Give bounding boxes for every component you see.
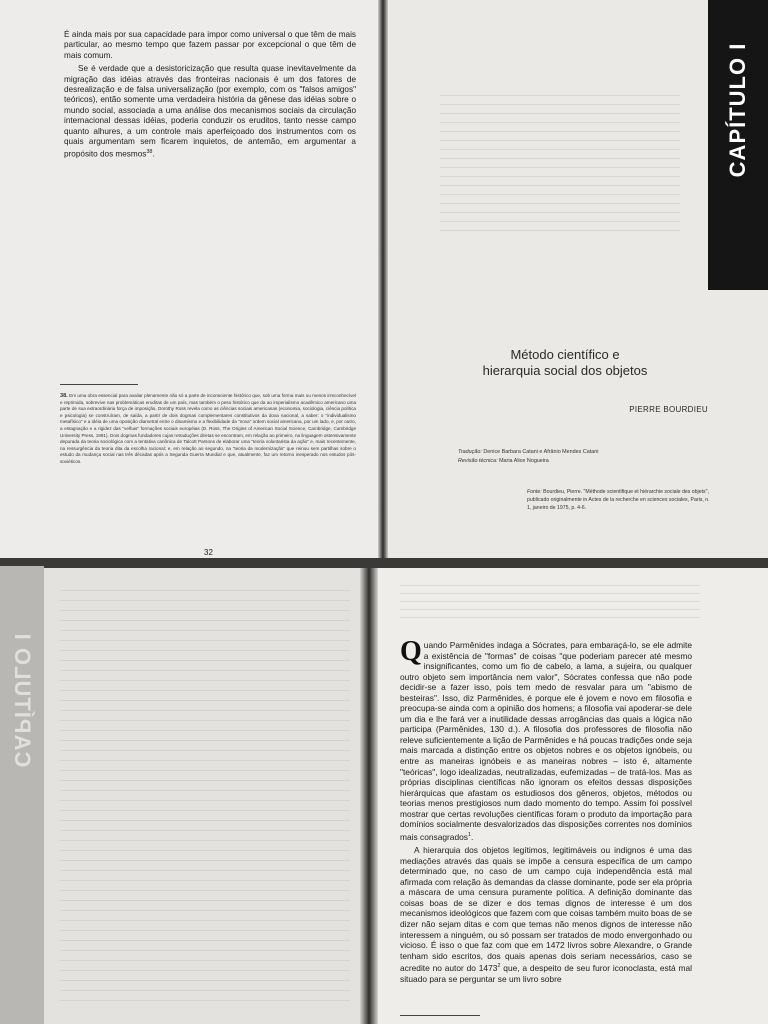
footnote-rule — [60, 384, 138, 385]
source-label: Fonte: — [527, 489, 542, 495]
source-text: Bourdieu, Pierre. "Méthode scientifique et hiérarchie sociale des objets", publicado originalmente in Actes de la recherche en sciences sociales, Paris, n. 1, janeiro de 1975, p. 4-6. — [527, 489, 710, 511]
book-gutter-bottom — [360, 566, 378, 1024]
paragraph-text: Se é verdade que a desistoricização que resulta quase inevitavelmente da migração das idéias através das fronteiras nacionais é um dos fatores de desrealização e de falsa universalização (por exemplo, com os "falsos amigos" teóricos), então somente uma verdadeira história da gênese das idéias sobre o mundo social, associada a uma análise dos mecanismos sociais da circulação internacional dessas idéias, poderia conduzir os eruditos, tanto nesse campo quanto alhures, a um controle mais aperfeiçoado dos instrumentos com os quais argumentam sem ficarem inquietos, de antemão, em argumentar a propósito dos mesmos — [64, 64, 356, 160]
scan-separator — [0, 558, 768, 568]
paragraph — [400, 845, 692, 984]
title-line-2: hierarquia social dos objetos — [482, 363, 648, 378]
footnote-38 — [60, 393, 356, 466]
credits — [458, 448, 718, 466]
note-reference: 1 — [467, 831, 472, 838]
note-reference: 38 — [146, 149, 153, 156]
chapter-title — [440, 347, 690, 379]
bleed-through-text — [60, 590, 350, 1010]
footnote-number: 38. — [60, 393, 68, 399]
revision-credit — [458, 457, 718, 466]
page-number: 32 — [204, 548, 213, 557]
drop-cap: Q — [400, 636, 422, 667]
translators: Denice Barbara Catani e Afrânio Mendes Catani — [483, 449, 599, 455]
paragraph-text: A hierarquia dos objetos legítimos, legitimáveis ou indignos é uma das mediações através das quais se impõe a censura específica de um campo determinado que, no caso de um campo cuja independência está mal afirmada com relação às demandas da classe dominante, pode ser ela própria a máscara de uma censura puramente política. A definição dominante das coisas boas de se dizer e dos temas dignos de interesse é um dos mecanismos ideológicos que fazem com que coisas também muito boas de se dizer não sejam ditas e com que temas não menos dignos de interesse não interessem a ninguém, ou só possam ser tratados de modo envergonhado ou vicioso. É isso o que faz com que em 1472 livros sobre Alexandre, o Grande tenham sido escritos, dos quais apenas dois seriam necessários, caso se acredite no autor do 1473 — [400, 845, 692, 973]
revision-label: Revisão técnica: — [458, 458, 498, 464]
reviewer: Maria Alice Nogueira — [499, 458, 549, 464]
footnote-rule — [400, 1015, 480, 1016]
paragraph: Quando Parmênides indaga a Sócrates, para embaraçá-lo, se ele admite a existência de "formas" de coisas "que poderiam parecer até mesmo insignificantes, como um fio de cabelo, a lama, a sujeira, ou qualquer outro objeto sem importância nem valor", Sócrates confessa que não pode decidir-se a fazer isso, pois tem medo de resvalar para um "abismo de besteiras". Isso, diz Parmênides, é porque ele é jovem e novo em filosofia e preocupa-se ainda com a opinião dos homens; a filosofia vai apoderar-se dele um dia e lhe fará ver a inutilidade dessas arrogâncias das quais a lógica não participa (Parmênides, 130 d.). A filosofia dos professores de filosofia não releve suficientemente a lição de Parmênides e há poucas tradições onde seja mais marcada a distinção entre os objetos nobres e os objetos ignóbeis, ou entre as maneiras ignóbeis e as maneiras nobres – isto é, altamente "teóricas", logo idealizadas, neutralizadas, eufemizadas – de tratá-los. Mas as próprias disciplinas científicas não ignoram os efeitos dessas disposições hierárquicas que afastam os estudiosos dos gêneros, objetos, métodos ou teorias menos prestigiosos num dado momento do tempo. Assim foi possível mostrar que certas revoluções científicas foram o produto da importação para domínios socialmente desvalorizados das disposições correntes nos domínios mais consagrados$^1$. — [400, 636, 692, 842]
note-reference: 2 — [497, 963, 501, 970]
chapter-label: CAPÍTULO I — [725, 42, 750, 178]
paragraph-text: que, a despeito de seu furor iconoclasta, está mal situado para se perguntar se um livro sobre — [400, 963, 692, 984]
page-32-body — [64, 30, 356, 164]
author-name: PIERRE BOURDIEU — [629, 405, 708, 414]
translation-label: Tradução: — [458, 449, 482, 455]
paragraph: É ainda mais por sua capacidade para impor como universal o que têm de mais particular, ao mesmo tempo que fazem passar por excepcional o que têm de mais comum. — [64, 30, 356, 60]
source-note — [527, 488, 712, 512]
footnote-text: Em uma obra essencial para avaliar plenamente não só a parte de inconsciente histórico que, sob uma forma mais ou menos irreconhecível e reprimida, sobrevive nas problemáticas eruditas de um país, mas também o peso histórico que da ao imperialismo acadêmico americano uma parte de sua extraordinária força de imposição, Dorothy Ross revela como as ciências sociais americanas (economia, sociologia, ciência política e psicologia) se construíram, de saída, a partir de dois dogmas complementares constitutivos da doxa nacional, a saber: o "individualismo metafísico" e a idéia de uma oposição diametral entre o dinamismo e a flexibilidade da "nova" ordem social americana, por um lado, e, por outro, a estagnação e a rigidez das "velhas" formações sociais européias (D. Ross, The Origins of American Social Science, Cambridge, Cambridge University Press, 1991). Dois dogmas fundadores cujas retraduções diretas se encontram, em relação ao primeiro, na linguagem ostensivamente depurada da teoria sociológica com a tentativa canônica de Talcott Parsons de elaborar uma "teoria voluntarista da ação" e, mais recentemente, na ressurgência da teoria dita da escolha racional; e, em relação ao segundo, na "teoria da modernização" que reinou sem partilhas sobre o estudo da mudança social nas três décadas após a Segunda Guerra Mundial e que, atualmente, faz um retorno inesperado nos estudos pós-soviéticos. — [60, 393, 356, 464]
paragraph-text: uando Parmênides indaga a Sócrates, para embaraçá-lo, se ele admite a existência de "formas" de coisas "que poderiam parecer até mesmo insignificantes, como um fio de cabelo, a lama, a sujeira, ou qualquer outro objeto sem importância nem valor", Sócrates confessa que não pode decidir-se a fazer isso, pois tem medo de resvalar para um "abismo de besteiras". Isso, diz Parmênides, é porque ele é jovem e novo em filosofia e preocupa-se ainda com a opinião dos homens; a filosofia vai apoderar-se dele um dia e lhe fará ver a inutilidade dessas arrogâncias das quais a lógica não participa (Parmênides, 130 d.). A filosofia dos professores de filosofia não releve suficientemente a lição de Parmênides e há poucas tradições onde seja mais marcada a distinção entre os objetos nobres e os objetos ignóbeis, ou entre as maneiras ignóbeis e as maneiras nobres – isto é, altamente "teóricas", logo idealizadas, neutralizadas, eufemizadas – de tratá-los. Mas as próprias disciplinas científicas não ignoram os efeitos dessas disposições hierárquicas que afastam os estudiosos dos gêneros, objetos, métodos ou teorias menos prestigiosos num dado momento do tempo. Assim foi possível mostrar que certas revoluções científicas foram o produto da importação para domínios socialmente desvalorizados das disposições correntes nos domínios mais consagrados — [400, 640, 692, 842]
bleed-through-text — [400, 585, 700, 625]
paragraph: Se é verdade que a desistoricização que resulta quase inevitavelmente da migração das idéias através das fronteiras nacionais é um dos fatores de desrealização e de falsa universalização (por exemplo, com os "falsos amigos" teóricos), então somente uma verdadeira história da gênese das idéias sobre o mundo social, associada a uma análise dos mecanismos sociais da circulação internacional dessas idéias, poderia conduzir os eruditos, tanto nesse campo quanto alhures, a um controle mais aperfeiçoado dos instrumentos com os quais argumentam sem ficarem inquietos, de antemão, em argumentar a propósito dos mesmos$^{38}$. — [64, 64, 356, 160]
chapter-body — [400, 636, 692, 987]
book-gutter-top — [378, 0, 388, 560]
title-line-1: Método científico e — [510, 347, 620, 362]
bleed-through-text — [440, 95, 680, 235]
mirrored-chapter-label: CAPÍTULO I — [10, 632, 35, 768]
translation-credit — [458, 448, 718, 457]
